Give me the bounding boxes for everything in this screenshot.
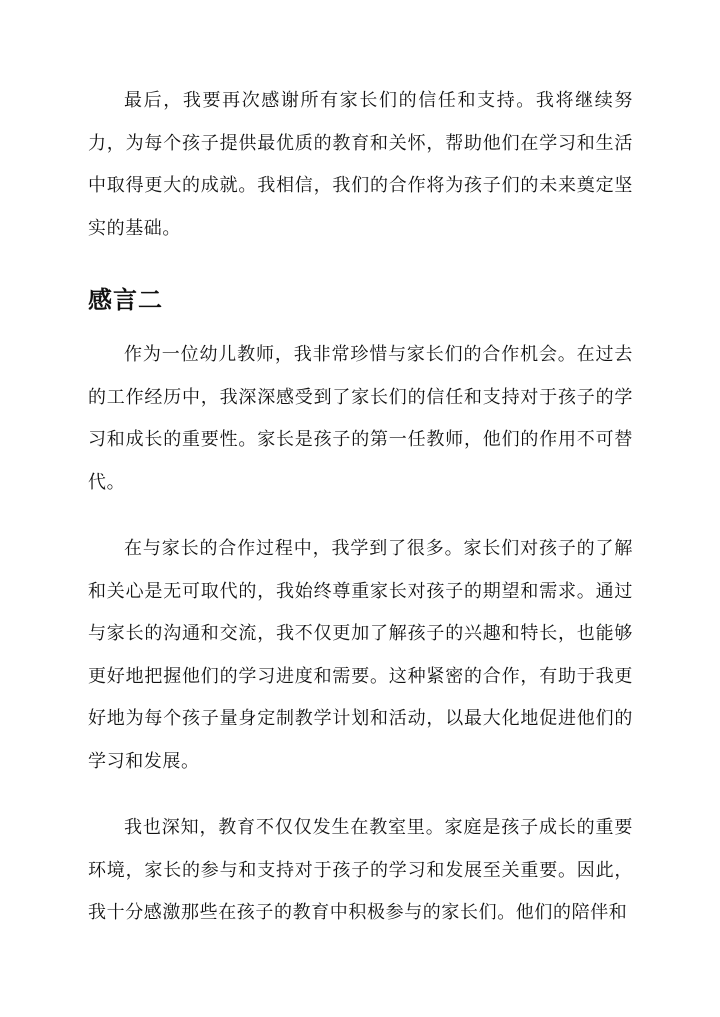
paragraph-family-role: 我也深知，教育不仅仅发生在教室里。家庭是孩子成长的重要环境，家长的参与和支持对于孩子的学习和发展至关重要。因此，我十分感激那些在孩子的教育中积极参与的家长们。他们的陪伴和 <box>88 817 633 923</box>
paragraph-learning: 在与家长的合作过程中，我学到了很多。家长们对孩子的了解和关心是无可取代的，我始终尊重家长对孩子的期望和需求。通过与家长的沟通和交流，我不仅更加了解孩子的兴趣和特长，也能够更好地把握他们的学习进度和需要。这种紧密的合作，有助于我更好地为每个孩子量身定制教学计划和活动，以最大化地促进他们的学习和发展。 <box>88 538 633 772</box>
paragraph-cooperation: 作为一位幼儿教师，我非常珍惜与家长们的合作机会。在过去的工作经历中，我深深感受到了家长们的信任和支持对于孩子的学习和成长的重要性。家长是孩子的第一任教师，他们的作用不可替代。 <box>88 344 633 493</box>
paragraph-closing-thanks: 最后，我要再次感谢所有家长们的信任和支持。我将继续努力，为每个孩子提供最优质的教育和关怀，帮助他们在学习和生活中取得更大的成就。我相信，我们的合作将为孩子们的未来奠定坚实的基础。 <box>88 90 633 239</box>
document-page <box>88 80 633 935</box>
section-heading: 感言二 <box>88 285 163 314</box>
